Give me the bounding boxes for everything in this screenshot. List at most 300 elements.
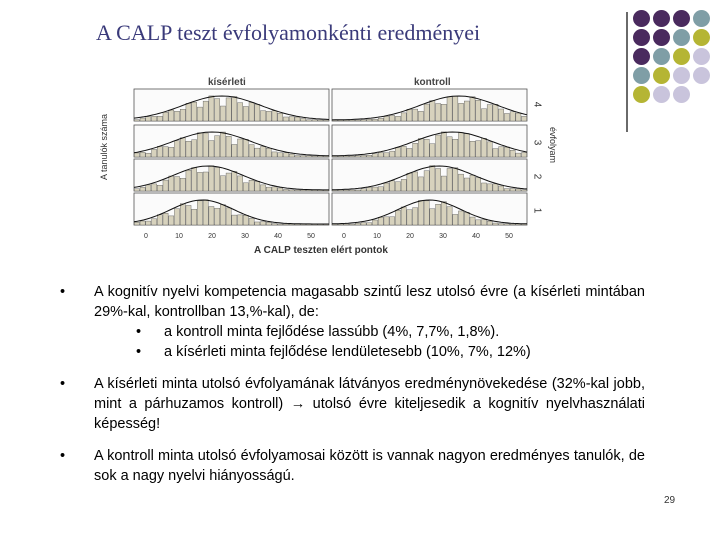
decorative-dot-grid [633,10,720,120]
histogram-bar [232,96,237,121]
histogram-bar [140,221,145,225]
histogram-bar [407,173,412,191]
histogram-bar [220,132,225,157]
histogram-bar [301,119,306,121]
histogram-bar [272,187,277,191]
histogram-bar [260,222,265,225]
histogram-bar [476,220,481,225]
histogram-bar [209,207,214,225]
histogram-bar [430,101,435,121]
histogram-bar [249,180,254,191]
histogram-bar [350,156,355,157]
bullet-text: A kísérleti minta utolsó évfolyamának látványos eredménynövekedése (32%-kal jobb, mint a párhuzamos kontroll) → utolsó évre kiteljesedik a kognitív nyelvhasználati képesség! [94,376,645,432]
histogram-bar [220,176,225,191]
bullet-mark: • [60,284,66,300]
histogram-bar [499,147,504,157]
histogram-bar [249,102,254,121]
x-axis-label: A CALP teszten elért pontok [254,245,388,256]
x-tick-label: 10 [373,233,381,240]
histogram-bar [266,187,271,191]
histogram-bar [401,207,406,225]
histogram-bar [306,156,311,157]
histogram-bar [203,200,208,225]
x-tick-label: 10 [175,233,183,240]
sub-bullet-text: a kísérleti minta fejlődése lendületesebb (10%, 7%, 12%) [164,344,531,360]
histogram-bar [152,219,157,225]
dot [633,86,650,103]
histogram-bar [516,113,521,121]
histogram-bar [390,217,395,225]
histogram-bar [395,182,400,191]
histogram-bar [476,177,481,191]
histogram-bar [367,187,372,191]
histogram-bar [283,117,288,121]
x-tick-label: 0 [342,233,346,240]
histogram-bar [344,156,349,157]
slide-title: A CALP teszt évfolyamonkénti eredményei [96,20,481,45]
x-tick-label: 40 [274,233,282,240]
histogram-bar [197,133,202,157]
histogram-bar [192,102,197,121]
histogram-bar [243,139,248,157]
histogram-bar [367,119,372,121]
histogram-bar [215,99,220,121]
histogram-bar [401,113,406,121]
histogram-bar [249,145,254,157]
histogram-bar [430,144,435,157]
histogram-bar [215,136,220,157]
histogram-bar [436,104,441,121]
histogram-bar [418,111,423,121]
dot [653,67,670,84]
histogram-bar [140,187,145,191]
histogram-bar [441,202,446,225]
dot [673,48,690,65]
histogram-bar [464,101,469,121]
histogram-bar [289,117,294,121]
histogram-bar [226,136,231,157]
histogram-bar [134,153,139,157]
histogram-bar [510,150,515,157]
histogram-bar [476,100,481,121]
histogram-bar [407,109,412,121]
histogram-bar [458,103,463,121]
histogram-bar [163,112,168,121]
histogram-bar [344,190,349,191]
histogram-bar [295,117,300,121]
histogram-bar [163,180,168,191]
histogram-bar [157,185,162,191]
histogram-bar [238,103,243,121]
x-tick-label: 30 [439,233,447,240]
histogram-bar [220,106,225,121]
dot [673,86,690,103]
dot [653,86,670,103]
histogram-bar [384,153,389,157]
bullet-item [60,282,645,362]
histogram-bar [152,116,157,121]
histogram-bar [301,190,306,191]
histogram-bar [169,147,174,157]
histogram-bar [226,208,231,225]
right-panel-title: kontroll [414,77,451,88]
histogram-bar [163,147,168,157]
bullet-mark: • [60,376,66,392]
histogram-bar [186,141,191,157]
histogram-bar [283,189,288,191]
histogram-bar [232,144,237,157]
histogram-panel [332,193,527,225]
histogram-bar [180,178,185,191]
histogram-bar [504,113,509,121]
histogram-bar [516,153,521,157]
histogram-bar [266,111,271,121]
x-tick-label: 20 [406,233,414,240]
histogram-bar [504,147,509,157]
calp-histogram-figure [99,75,558,260]
histogram-bar [453,96,458,121]
histogram-bar [424,171,429,191]
histogram-bar [232,171,237,191]
histogram-bar [278,113,283,121]
histogram-bar [361,223,366,225]
histogram-bar [312,120,317,121]
histogram-bar [418,200,423,225]
histogram-bar [146,153,151,157]
histogram-bar [361,120,366,121]
histogram-bar [384,217,389,225]
histogram-bar [289,154,294,157]
dot [633,10,650,27]
histogram-bar [255,222,260,225]
histogram-bar [470,175,475,191]
histogram-bar [390,115,395,121]
histogram-bar [372,187,377,191]
histogram-bar [481,138,486,157]
bullet-text: A kognitív nyelvi kompetencia magasabb szintű lesz utolsó évre (a kísérleti mintában 29%-kal, kontrollban 13,%-kal), de: [94,284,645,320]
dot [693,29,710,46]
histogram-bar [413,172,418,191]
histogram-bar [255,104,260,121]
histogram-bar [372,154,377,157]
x-tick-label: 30 [241,233,249,240]
histogram-bar [510,112,515,121]
histogram-bar [249,218,254,225]
histogram-bar [447,168,452,191]
histogram-bar [203,172,208,191]
histogram-bar [481,183,486,191]
histogram-bar [522,116,527,121]
histogram-bar [134,120,139,121]
histogram-bar [510,224,515,225]
histogram-bar [174,111,179,121]
histogram-bar [157,116,162,121]
histogram-bar [344,224,349,225]
histogram-bar [378,152,383,157]
histogram-bar [436,169,441,191]
histogram-bar [157,215,162,225]
x-tick-label: 20 [208,233,216,240]
histogram-bar [424,104,429,121]
histogram-bar [146,117,151,121]
histogram-bar [378,118,383,121]
histogram-bar [312,156,317,157]
histogram-bar [260,111,265,121]
x-tick-label: 50 [505,233,513,240]
histogram-bar [441,176,446,191]
histogram-bar [140,152,145,157]
histogram-bar [186,205,191,225]
bullet-mark: • [60,448,66,464]
dot [673,10,690,27]
histogram-bar [278,188,283,191]
histogram-bar [430,209,435,225]
histogram-bar [395,148,400,157]
histogram-grid [104,75,554,260]
histogram-bar [453,139,458,157]
histogram-bar [522,190,527,191]
histogram-bar [197,201,202,225]
histogram-bar [197,107,202,121]
histogram-bar [361,155,366,157]
histogram-bar [272,224,277,225]
histogram-bar [295,190,300,191]
histogram-bar [209,96,214,121]
histogram-bar [180,204,185,225]
dot [633,67,650,84]
dot [633,29,650,46]
histogram-bar [220,205,225,225]
histogram-bar [464,134,469,157]
histogram-bar [418,138,423,157]
histogram-bar [355,223,360,225]
row-label-4: 4 [531,101,543,108]
row-label-2: 2 [531,173,543,180]
histogram-bar [476,141,481,157]
histogram-bar [464,178,469,191]
histogram-bar [215,208,220,225]
histogram-bar [430,166,435,191]
x-tick-label: 50 [307,233,315,240]
histogram-bar [203,101,208,121]
histogram-bar [152,149,157,157]
histogram-bar [436,135,441,157]
dot [673,29,690,46]
histogram-bar [157,146,162,157]
histogram-bar [186,103,191,121]
histogram-bar [493,184,498,191]
dot [633,48,650,65]
row-label-1: 1 [531,207,543,214]
sub-bullet-item [94,342,645,362]
histogram-bar [278,153,283,157]
histogram-bar [481,109,486,121]
histogram-bar [260,185,265,191]
histogram-bar [510,189,515,191]
dot [673,67,690,84]
histogram-bar [283,224,288,225]
histogram-bar [192,209,197,225]
y-axis-label: A tanulók száma [99,113,109,180]
histogram-bar [355,190,360,191]
histogram-bar [372,119,377,121]
dot [693,48,710,65]
histogram-bar [458,211,463,225]
histogram-bar [350,120,355,121]
histogram-bar [493,104,498,121]
dot [653,48,670,65]
histogram-bar [522,152,527,157]
histogram-bar [174,209,179,225]
histogram-bar [306,190,311,191]
decorative-divider [626,12,628,132]
bullet-item [60,446,645,486]
histogram-bar [255,181,260,191]
bullet-mark: • [136,324,142,340]
histogram-bar [481,220,486,225]
histogram-bar [140,118,145,121]
histogram-bar [367,223,372,225]
histogram-bar [355,156,360,157]
histogram-bar [436,204,441,225]
histogram-bar [372,220,377,225]
histogram-bar [226,98,231,121]
histogram-bar [367,155,372,157]
histogram-bar [169,110,174,121]
histogram-bar [232,215,237,225]
histogram-bar [283,153,288,157]
row-label-3: 3 [531,139,543,146]
histogram-bar [174,141,179,157]
histogram-bar [301,156,306,157]
histogram-bar [487,221,492,225]
histogram-bar [487,184,492,191]
histogram-bar [487,142,492,157]
histogram-bar [395,210,400,225]
dot [693,10,710,27]
histogram-bar [413,208,418,225]
histogram-bar [441,104,446,121]
page-number: 29 [664,495,676,506]
histogram-bar [272,152,277,157]
histogram-bar [378,217,383,225]
histogram-bar [499,224,504,225]
histogram-bar [238,139,243,157]
histogram-bar [499,186,504,191]
histogram-bar [487,105,492,121]
bullet-list [60,282,645,498]
histogram-bar [453,168,458,191]
histogram-bar [192,167,197,191]
histogram-bar [255,148,260,157]
histogram-bar [278,224,283,225]
bullet-mark: • [136,344,142,360]
histogram-bar [395,116,400,121]
histogram-bar [266,222,271,225]
histogram-bar [470,217,475,225]
sub-bullet-item [94,322,645,342]
histogram-bar [180,138,185,157]
histogram-bar [504,189,509,191]
histogram-bar [338,190,343,191]
histogram-bar [401,179,406,191]
histogram-bar [169,216,174,225]
histogram-bar [493,149,498,157]
histogram-bar [318,156,323,157]
histogram-bar [418,177,423,191]
histogram-bar [384,116,389,121]
histogram-bar [413,143,418,157]
histogram-bar [146,185,151,191]
histogram-bar [355,120,360,121]
left-panel-title: kísérleti [208,77,246,88]
x-tick-label: 40 [472,233,480,240]
histogram-bar [197,172,202,191]
right-axis-label: évfolyam [548,127,558,164]
histogram-bar [203,133,208,157]
histogram-bar [226,173,231,191]
histogram-bar [470,97,475,121]
sub-bullet-text: a kontroll minta fejlődése lassúbb (4%, 7,7%, 1,8%). [164,324,500,340]
histogram-bar [390,181,395,191]
histogram-bar [174,177,179,191]
histogram-bar [378,187,383,191]
histogram-bar [289,190,294,191]
bullet-item [60,374,645,434]
histogram-bar [306,120,311,121]
histogram-bar [464,212,469,225]
histogram-bar [407,210,412,225]
histogram-bar [134,222,139,225]
histogram-bar [152,184,157,191]
dot [693,67,710,84]
histogram-bar [458,133,463,157]
x-tick-label: 0 [144,233,148,240]
histogram-bar [447,97,452,121]
histogram-bar [318,120,323,121]
histogram-bar [295,156,300,157]
histogram-bar [243,106,248,121]
histogram-bar [361,189,366,191]
histogram-bar [458,174,463,191]
histogram-bar [209,166,214,191]
histogram-bar [441,132,446,157]
histogram-bar [238,215,243,225]
dot [653,10,670,27]
dot [653,29,670,46]
histogram-bar [350,224,355,225]
histogram-bar [516,189,521,191]
histogram-bar [169,176,174,191]
histogram-bar [424,201,429,225]
histogram-bar [260,146,265,157]
histogram-bar [499,109,504,121]
histogram-bar [384,183,389,191]
histogram-bar [324,120,329,121]
histogram-bar [350,190,355,191]
histogram-bar [243,183,248,191]
histogram-bar [209,141,214,157]
histogram-bar [266,148,271,157]
histogram-bar [447,207,452,225]
histogram-bar [186,170,191,191]
histogram-bar [134,189,139,191]
histogram-bar [192,140,197,157]
histogram-bar [146,221,151,225]
histogram-bar [180,109,185,121]
histogram-bar [272,111,277,121]
histogram-bar [504,224,509,225]
